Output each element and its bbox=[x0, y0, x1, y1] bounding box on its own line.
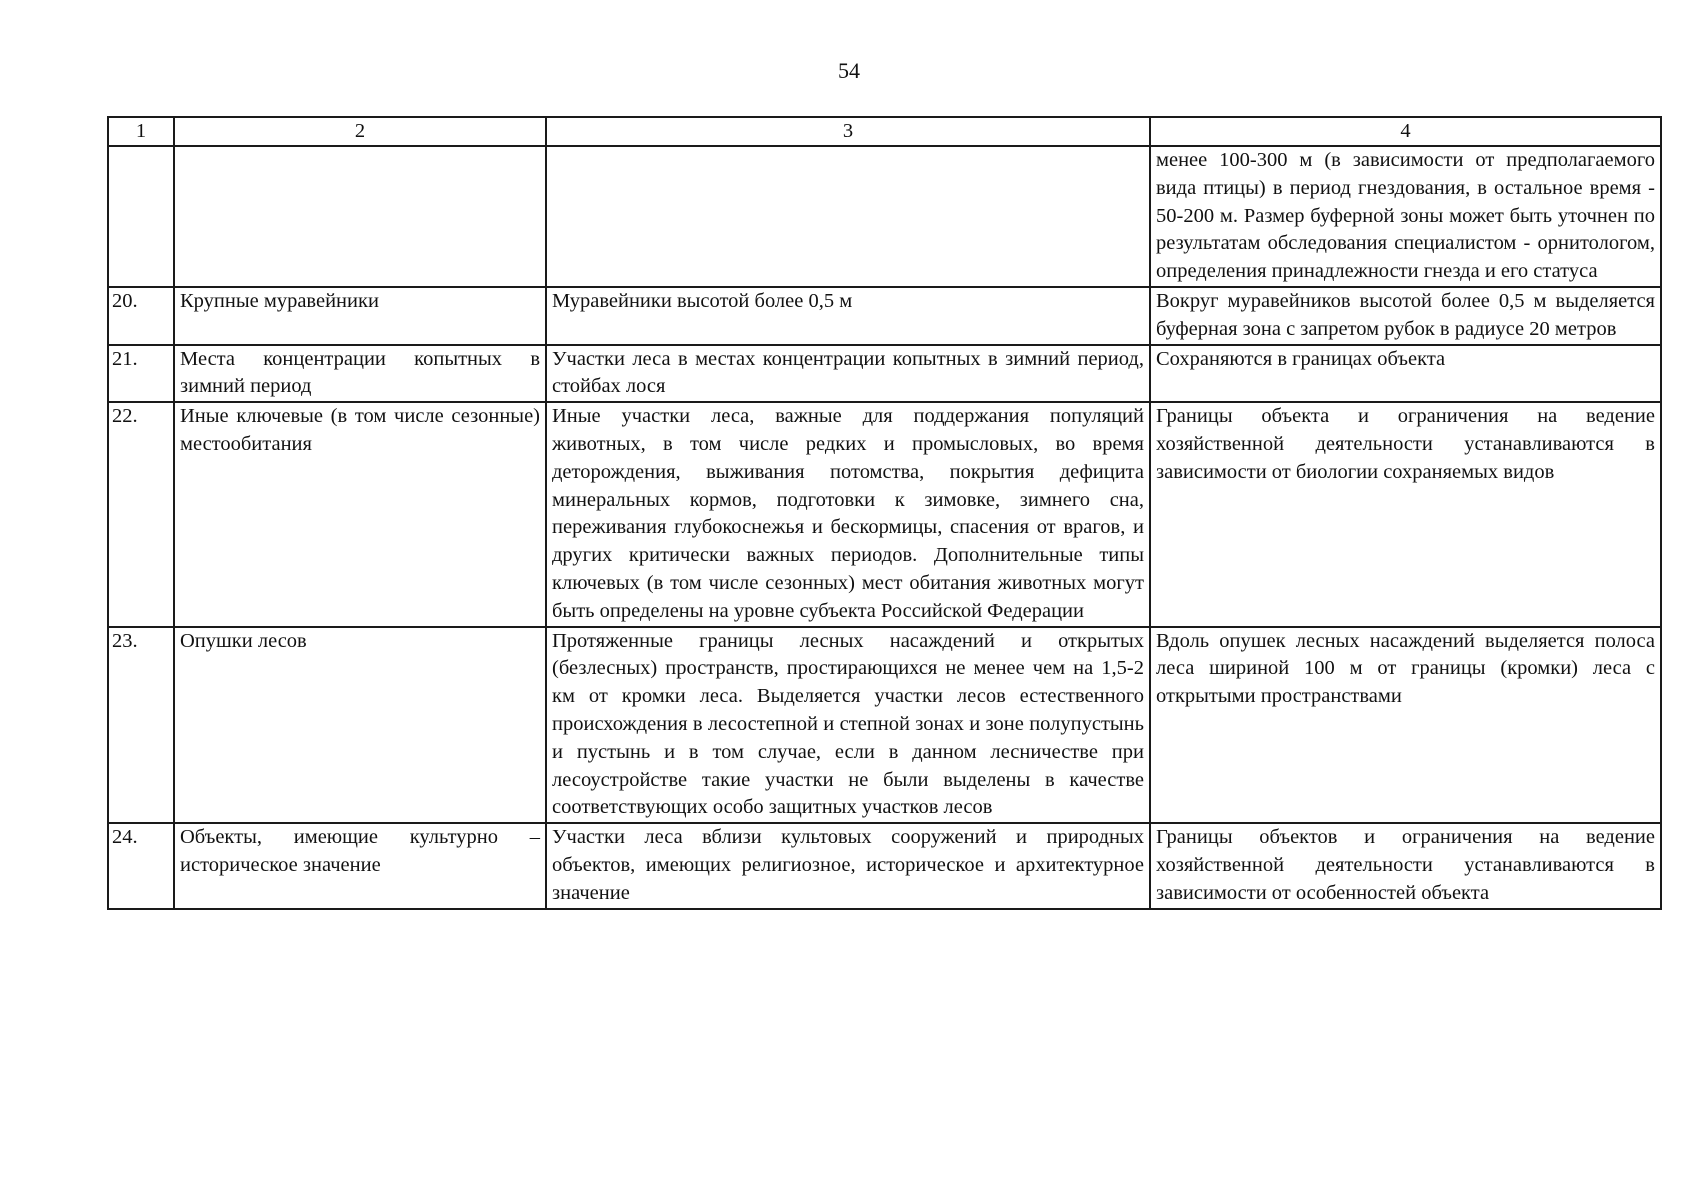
row-number: 21. bbox=[108, 345, 174, 403]
table-row bbox=[108, 627, 1661, 824]
protection-measures: Границы объектов и ограничения на ведение хозяйственной деятельности устанавливаются в зависимости от особенностей объекта bbox=[1150, 823, 1661, 908]
column-header-3: 3 bbox=[546, 117, 1150, 146]
table-header-row bbox=[108, 117, 1661, 146]
table-row bbox=[108, 345, 1661, 403]
protection-measures: менее 100-300 м (в зависимости от предполагаемого вида птицы) в период гнездования, в остальное время - 50-200 м. Размер буферной зоны может быть уточнен по результатам обследования специалистом - орнитологом, определения принадлежности гнезда и его статуса bbox=[1150, 146, 1661, 287]
row-number: 22. bbox=[108, 402, 174, 626]
column-header-2: 2 bbox=[174, 117, 546, 146]
row-number: 24. bbox=[108, 823, 174, 908]
protection-measures: Границы объекта и ограничения на ведение хозяйственной деятельности устанавливаются в зависимости от биологии сохраняемых видов bbox=[1150, 402, 1661, 626]
row-number bbox=[108, 146, 174, 287]
row-number: 20. bbox=[108, 287, 174, 345]
object-name: Иные ключевые (в том числе сезонные) местообитания bbox=[174, 402, 546, 626]
object-name: Опушки лесов bbox=[174, 627, 546, 824]
table-row bbox=[108, 402, 1661, 626]
regulation-table bbox=[107, 116, 1662, 910]
table-row bbox=[108, 146, 1661, 287]
page-number: 54 bbox=[838, 58, 860, 83]
table-row bbox=[108, 823, 1661, 908]
object-description: Участки леса в местах концентрации копытных в зимний период, стойбах лося bbox=[546, 345, 1150, 403]
column-header-1: 1 bbox=[108, 117, 174, 146]
column-header-4: 4 bbox=[1150, 117, 1661, 146]
object-description: Участки леса вблизи культовых сооружений и природных объектов, имеющих религиозное, историческое и архитектурное значение bbox=[546, 823, 1150, 908]
object-name: Крупные муравейники bbox=[174, 287, 546, 345]
object-description: Муравейники высотой более 0,5 м bbox=[546, 287, 1150, 345]
object-name: Объекты, имеющие культурно – историческое значение bbox=[174, 823, 546, 908]
object-name bbox=[174, 146, 546, 287]
object-description: Иные участки леса, важные для поддержания популяций животных, в том числе редких и промысловых, во время деторождения, выживания потомства, покрытия дефицита минеральных кормов, подготовки к зимовке, зимнего сна, переживания глубокоснежья и бескормицы, спасения от врагов, и других критически важных периодов. Дополнительные типы ключевых (в том числе сезонных) мест обитания животных могут быть определены на уровне субъекта Российской Федерации bbox=[546, 402, 1150, 626]
table-row bbox=[108, 287, 1661, 345]
object-description: Протяженные границы лесных насаждений и открытых (безлесных) пространств, простирающихся не менее чем на 1,5-2 км от кромки леса. Выделяется участки лесов естественного происхождения в лесостепной и степной зонах и зоне полупустынь и пустынь и в том случае, если в данном лесничестве при лесоустройстве такие участки не были выделены в качестве соответствующих особо защитных участков лесов bbox=[546, 627, 1150, 824]
object-name: Места концентрации копытных в зимний период bbox=[174, 345, 546, 403]
row-number: 23. bbox=[108, 627, 174, 824]
object-description bbox=[546, 146, 1150, 287]
protection-measures: Вокруг муравейников высотой более 0,5 м выделяется буферная зона с запретом рубок в радиусе 20 метров bbox=[1150, 287, 1661, 345]
protection-measures: Вдоль опушек лесных насаждений выделяется полоса леса шириной 100 м от границы (кромки) леса с открытыми пространствами bbox=[1150, 627, 1661, 824]
protection-measures: Сохраняются в границах объекта bbox=[1150, 345, 1661, 403]
